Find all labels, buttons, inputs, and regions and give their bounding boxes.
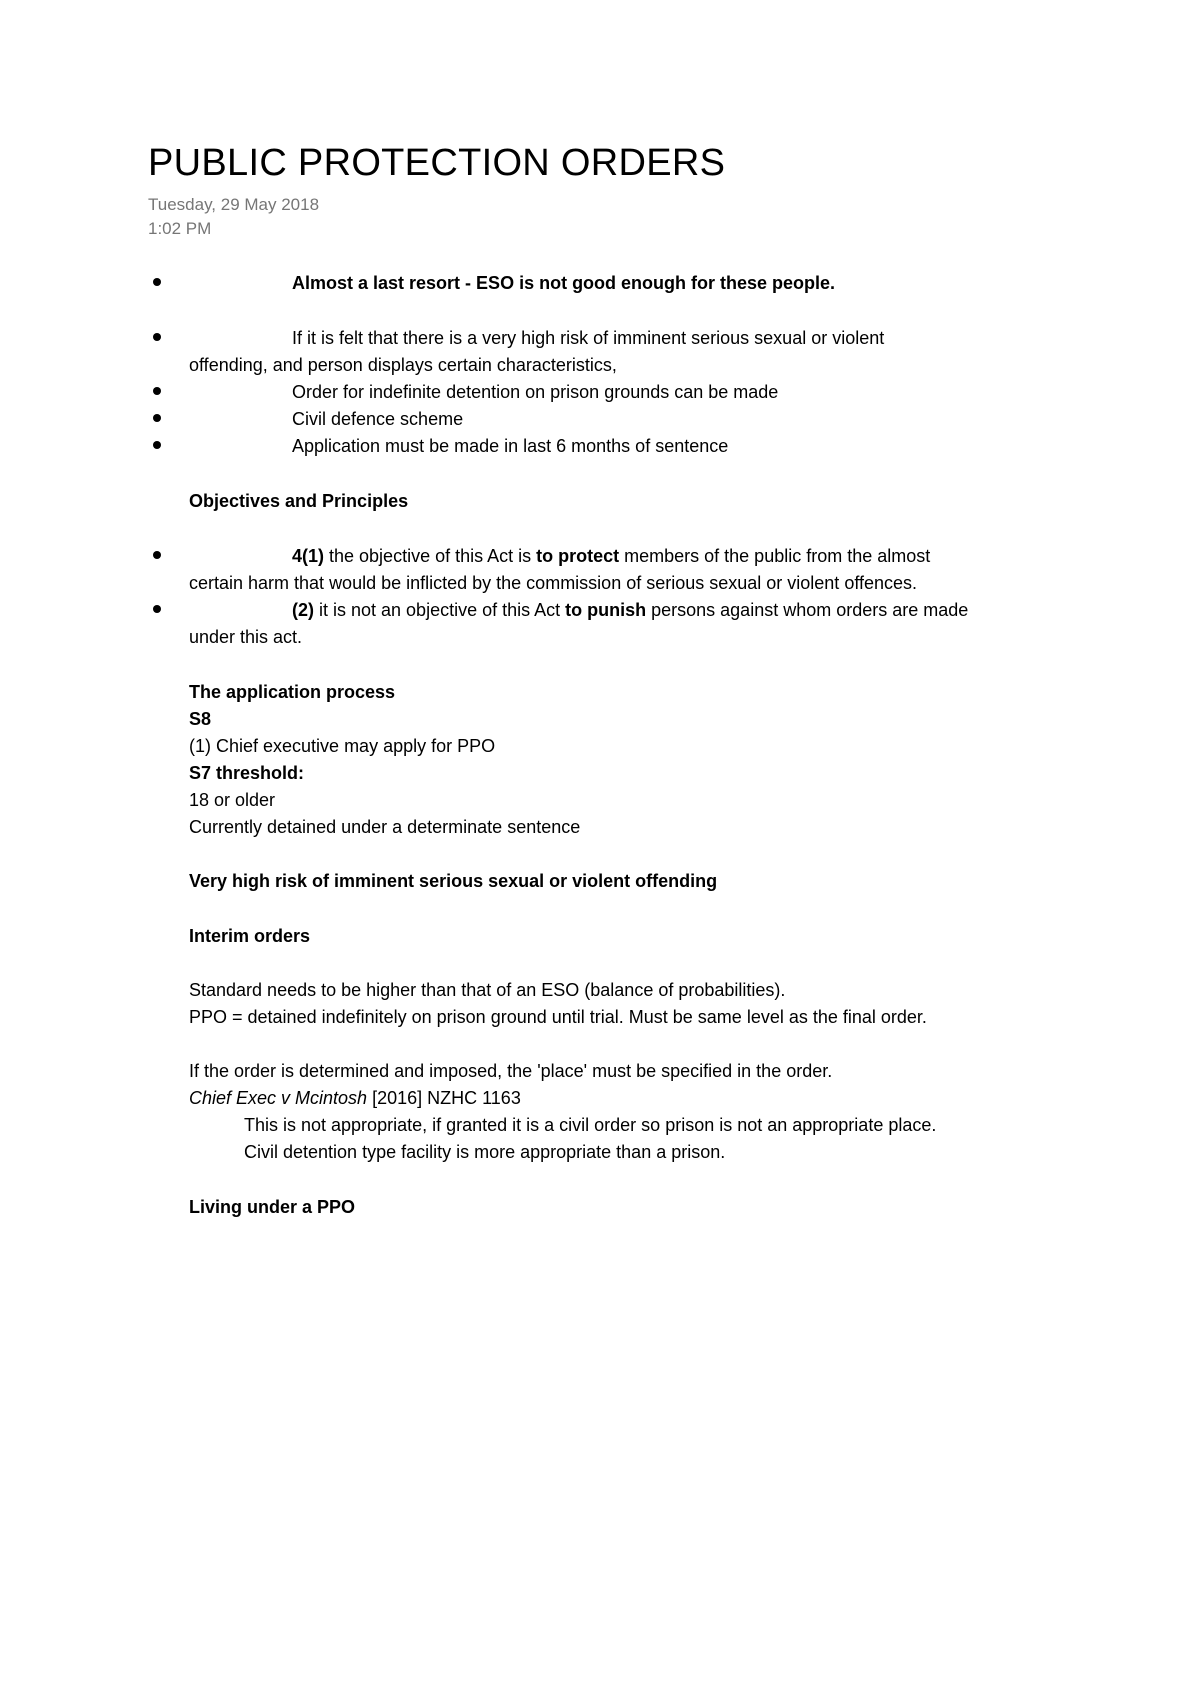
bullet-icon — [153, 414, 161, 422]
bullet-icon — [153, 441, 161, 449]
bullet-icon — [153, 551, 161, 559]
paragraph: If the order is determined and imposed, the 'place' must be specified in the order. — [189, 1061, 833, 1081]
bullet-text-continuation: certain harm that would be inflicted by the commission of serious sexual or violent offences. — [189, 573, 918, 593]
list-item — [0, 406, 1200, 433]
paragraph: 18 or older — [189, 790, 276, 810]
paragraph: PPO = detained indefinitely on prison ground until trial. Must be same level as the final order. — [189, 1007, 927, 1027]
paragraph: This is not appropriate, if granted it is a civil order so prison is not an appropriate place. — [244, 1115, 937, 1135]
list-item — [0, 270, 1200, 297]
section-ref: S7 threshold: — [189, 763, 305, 783]
bullet-icon — [153, 387, 161, 395]
section-heading: Living under a PPO — [189, 1197, 356, 1217]
note-date: Tuesday, 29 May 2018 — [148, 195, 320, 214]
bullet-text: (2) it is not an objective of this Act to punish persons against whom orders are made — [292, 600, 969, 620]
bullet-icon — [153, 333, 161, 341]
paragraph: (1) Chief executive may apply for PPO — [189, 736, 496, 756]
paragraph: Currently detained under a determinate sentence — [189, 817, 581, 837]
note-time: 1:02 PM — [148, 219, 212, 238]
section-heading: Very high risk of imminent serious sexual or violent offending — [189, 871, 718, 891]
bullet-text: Application must be made in last 6 months of sentence — [292, 436, 729, 456]
page-title: PUBLIC PROTECTION ORDERS — [148, 142, 726, 184]
bullet-text: If it is felt that there is a very high risk of imminent serious sexual or violent — [292, 328, 885, 348]
paragraph: Civil detention type facility is more appropriate than a prison. — [244, 1142, 726, 1162]
paragraph: Standard needs to be higher than that of an ESO (balance of probabilities). — [189, 980, 786, 1000]
bullet-text-continuation: under this act. — [189, 627, 303, 647]
bullet-text: Civil defence scheme — [292, 409, 464, 429]
section-heading: Interim orders — [189, 926, 311, 946]
section-ref: S8 — [189, 709, 212, 729]
bullet-text-continuation: offending, and person displays certain characteristics, — [189, 355, 617, 375]
section-heading: The application process — [189, 682, 396, 702]
list-item — [0, 379, 1200, 406]
bullet-text: 4(1) the objective of this Act is to protect members of the public from the almost — [292, 546, 931, 566]
bullet-text: Order for indefinite detention on prison grounds can be made — [292, 382, 779, 402]
bullet-text: Almost a last resort - ESO is not good enough for these people. — [292, 273, 836, 293]
bullet-icon — [153, 605, 161, 613]
section-heading: Objectives and Principles — [189, 491, 409, 511]
list-item — [0, 433, 1200, 460]
case-citation: Chief Exec v Mcintosh [2016] NZHC 1163 — [189, 1088, 521, 1108]
bullet-icon — [153, 278, 161, 286]
